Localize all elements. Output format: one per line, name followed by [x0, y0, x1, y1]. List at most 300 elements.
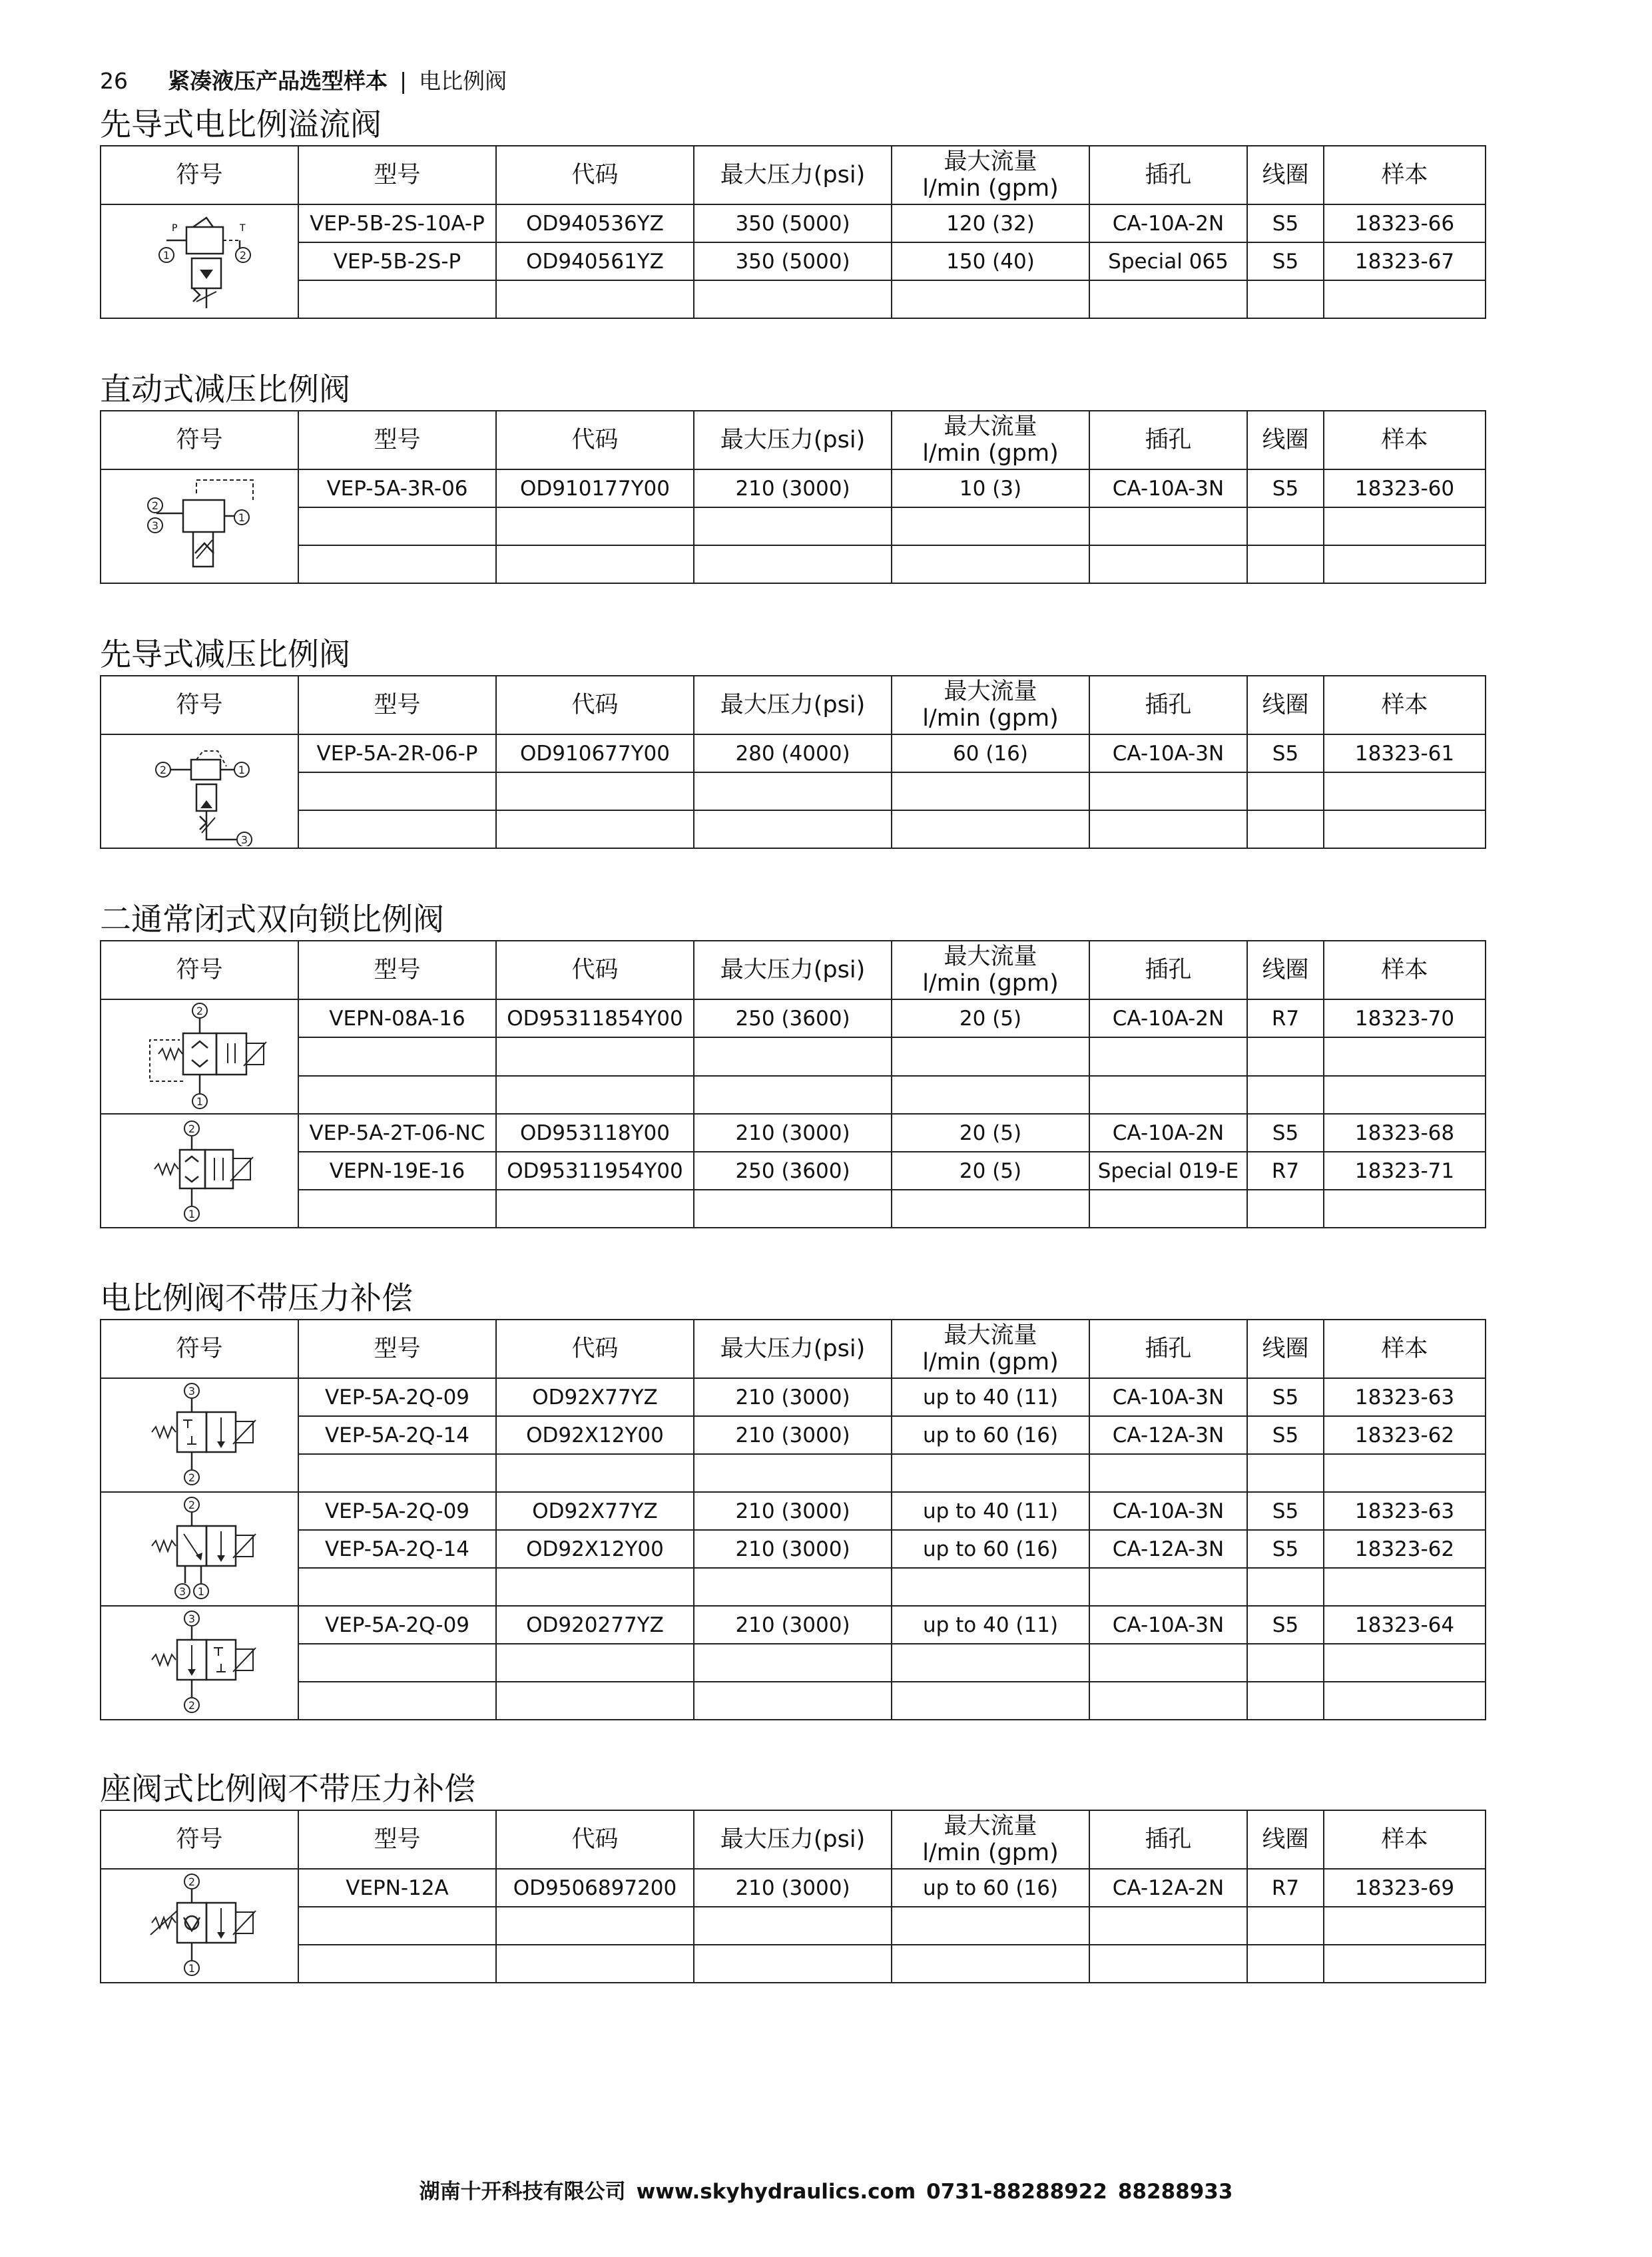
col-header-max-flow-title: 最大流量	[944, 678, 1037, 705]
col-header-c4: 最大压力(psi)	[694, 1320, 892, 1378]
cell-max-pressure: 210 (3000)	[694, 1114, 892, 1152]
col-header-c7: 线圈	[1247, 941, 1324, 999]
cell-cavity	[1089, 1644, 1247, 1682]
table-row	[101, 469, 1486, 507]
cell-cavity	[1089, 1037, 1247, 1075]
cell-max-flow: 20 (5)	[892, 999, 1089, 1037]
cell-max-pressure: 210 (3000)	[694, 1492, 892, 1530]
pilot-reducing-symbol	[101, 734, 298, 848]
cell-code: OD910177Y00	[496, 469, 694, 507]
svg-text:2: 2	[159, 764, 166, 776]
spec-table	[100, 1319, 1486, 1720]
cell-model: VEP-5A-2Q-09	[298, 1378, 496, 1416]
cell-catalog-number: 18323-70	[1324, 999, 1486, 1037]
col-header-c4: 最大压力(psi)	[694, 676, 892, 734]
cell-code	[496, 1945, 694, 1983]
cell-cavity: CA-10A-2N	[1089, 1114, 1247, 1152]
direct-reducing-symbol	[101, 469, 298, 583]
col-header-c2: 型号	[298, 676, 496, 734]
cell-cavity	[1089, 1076, 1247, 1114]
cell-cavity	[1089, 1682, 1247, 1720]
cell-max-flow	[892, 1907, 1089, 1945]
table-row	[101, 204, 1486, 242]
cell-catalog-number	[1324, 1907, 1486, 1945]
cell-code	[496, 772, 694, 810]
cell-catalog-number	[1324, 1037, 1486, 1075]
cell-model	[298, 1644, 496, 1682]
col-header-max-flow-title: 最大流量	[944, 943, 1037, 970]
cell-max-pressure	[694, 1682, 892, 1720]
cell-model	[298, 772, 496, 810]
cell-coil	[1247, 1076, 1324, 1114]
cell-model	[298, 1076, 496, 1114]
cell-model	[298, 1037, 496, 1075]
cell-model: VEP-5A-2T-06-NC	[298, 1114, 496, 1152]
cell-catalog-number	[1324, 1190, 1486, 1228]
col-header-c4: 最大压力(psi)	[694, 1810, 892, 1869]
cell-catalog-number	[1324, 1682, 1486, 1720]
cell-code	[496, 1037, 694, 1075]
cell-coil: S5	[1247, 242, 1324, 280]
cell-model: VEP-5B-2S-10A-P	[298, 204, 496, 242]
table-row	[101, 1869, 1486, 1907]
col-header-c7: 线圈	[1247, 676, 1324, 734]
col-header-c1: 符号	[101, 941, 298, 999]
cell-code: OD92X77YZ	[496, 1378, 694, 1416]
cell-catalog-number: 18323-61	[1324, 734, 1486, 772]
col-header-max-flow-title: 最大流量	[944, 1322, 1037, 1349]
cell-coil: S5	[1247, 734, 1324, 772]
cell-max-flow	[892, 1568, 1089, 1606]
cell-coil	[1247, 1907, 1324, 1945]
table-row	[101, 772, 1486, 810]
col-header-c3: 代码	[496, 1320, 694, 1378]
col-header-max-flow-unit: l/min (gpm)	[922, 175, 1059, 202]
col-header-max-flow-unit: l/min (gpm)	[922, 440, 1059, 467]
pilot-relief-symbol	[101, 204, 298, 318]
col-header-max-flow-title: 最大流量	[944, 1813, 1037, 1840]
cell-model: VEP-5A-2Q-09	[298, 1492, 496, 1530]
col-header-c3: 代码	[496, 411, 694, 469]
cell-max-pressure	[694, 1907, 892, 1945]
col-header-c8: 样本	[1324, 1320, 1486, 1378]
table-row	[101, 1152, 1486, 1190]
table-row	[101, 1945, 1486, 1983]
cell-max-pressure	[694, 1644, 892, 1682]
col-header-max-flow-title: 最大流量	[944, 413, 1037, 440]
cell-code	[496, 1454, 694, 1492]
cell-catalog-number	[1324, 1945, 1486, 1983]
spec-table	[100, 1810, 1486, 1983]
col-header-c8: 样本	[1324, 676, 1486, 734]
col-header-max-flow-unit: l/min (gpm)	[922, 1349, 1059, 1376]
svg-text:2: 2	[188, 1699, 195, 1712]
col-header-c6: 插孔	[1089, 941, 1247, 999]
cell-max-flow: up to 60 (16)	[892, 1530, 1089, 1568]
cell-cavity	[1089, 545, 1247, 583]
cell-model	[298, 507, 496, 545]
svg-text:2: 2	[239, 248, 246, 262]
footer-phone-1: 0731-88288922	[926, 2180, 1107, 2204]
cell-code: OD92X77YZ	[496, 1492, 694, 1530]
svg-text:3: 3	[240, 834, 248, 846]
col-header-c3: 代码	[496, 1810, 694, 1869]
col-header-c6: 插孔	[1089, 411, 1247, 469]
cell-max-flow	[892, 1076, 1089, 1114]
cell-max-flow	[892, 1682, 1089, 1720]
section-title: 直动式减压比例阀	[100, 372, 350, 408]
cell-catalog-number	[1324, 1568, 1486, 1606]
cell-max-pressure: 210 (3000)	[694, 1606, 892, 1644]
table-row	[101, 999, 1486, 1037]
two-way-lock-symbol-b	[101, 1114, 298, 1228]
cell-code	[496, 1644, 694, 1682]
cell-catalog-number: 18323-62	[1324, 1530, 1486, 1568]
col-header-c2: 型号	[298, 1320, 496, 1378]
cell-coil: S5	[1247, 1114, 1324, 1152]
cell-model: VEP-5A-3R-06	[298, 469, 496, 507]
svg-text:3: 3	[151, 519, 158, 532]
cell-model	[298, 810, 496, 848]
col-header-c7: 线圈	[1247, 146, 1324, 204]
cell-max-pressure: 350 (5000)	[694, 204, 892, 242]
cell-max-flow	[892, 772, 1089, 810]
cell-coil: S5	[1247, 1492, 1324, 1530]
cell-code: OD92X12Y00	[496, 1530, 694, 1568]
section-title: 二通常闭式双向锁比例阀	[100, 901, 444, 938]
cell-max-pressure: 350 (5000)	[694, 242, 892, 280]
cell-coil: R7	[1247, 1869, 1324, 1907]
cell-coil	[1247, 1454, 1324, 1492]
cell-catalog-number: 18323-69	[1324, 1869, 1486, 1907]
cell-catalog-number	[1324, 507, 1486, 545]
cell-code	[496, 810, 694, 848]
cell-coil	[1247, 1682, 1324, 1720]
cell-max-pressure	[694, 545, 892, 583]
cell-max-flow: 10 (3)	[892, 469, 1089, 507]
cell-cavity	[1089, 1907, 1247, 1945]
cell-coil	[1247, 1644, 1324, 1682]
cell-catalog-number	[1324, 280, 1486, 318]
col-header-max-flow-title: 最大流量	[944, 148, 1037, 175]
cell-max-flow: up to 40 (11)	[892, 1378, 1089, 1416]
col-header-c8: 样本	[1324, 941, 1486, 999]
col-header-max-flow	[892, 676, 1089, 734]
footer-phone-2: 88288933	[1117, 2180, 1233, 2204]
cell-cavity: CA-12A-3N	[1089, 1416, 1247, 1454]
cell-model	[298, 1454, 496, 1492]
col-header-c7: 线圈	[1247, 411, 1324, 469]
cell-coil	[1247, 1568, 1324, 1606]
cell-catalog-number: 18323-71	[1324, 1152, 1486, 1190]
cell-coil	[1247, 1037, 1324, 1075]
table-row	[101, 1568, 1486, 1606]
table-row	[101, 1530, 1486, 1568]
svg-text:1: 1	[197, 1585, 204, 1598]
cell-model: VEP-5A-2Q-14	[298, 1530, 496, 1568]
col-header-max-flow-unit: l/min (gpm)	[922, 705, 1059, 732]
table-row	[101, 1682, 1486, 1720]
cell-catalog-number	[1324, 810, 1486, 848]
col-header-c4: 最大压力(psi)	[694, 941, 892, 999]
cell-model: VEP-5A-2R-06-P	[298, 734, 496, 772]
footer-website: www.skyhydraulics.com	[636, 2180, 916, 2204]
col-header-c4: 最大压力(psi)	[694, 411, 892, 469]
cell-max-flow	[892, 810, 1089, 848]
col-header-c1: 符号	[101, 411, 298, 469]
page-number: 26	[100, 68, 128, 94]
cell-max-pressure	[694, 1945, 892, 1983]
col-header-c8: 样本	[1324, 1810, 1486, 1869]
section-title: 先导式减压比例阀	[100, 636, 350, 673]
col-header-max-flow-unit: l/min (gpm)	[922, 970, 1059, 997]
cell-model	[298, 1907, 496, 1945]
cell-catalog-number: 18323-60	[1324, 469, 1486, 507]
cell-max-flow: 20 (5)	[892, 1114, 1089, 1152]
col-header-c1: 符号	[101, 676, 298, 734]
table-row	[101, 507, 1486, 545]
cell-catalog-number	[1324, 1454, 1486, 1492]
svg-text:1: 1	[196, 1095, 203, 1108]
table-row	[101, 1037, 1486, 1075]
prop-valve-symbol-b	[101, 1492, 298, 1606]
prop-valve-symbol-a	[101, 1378, 298, 1492]
cell-code: OD920277YZ	[496, 1606, 694, 1644]
svg-text:1: 1	[162, 248, 170, 262]
table-header-row	[101, 941, 1486, 999]
col-header-c1: 符号	[101, 146, 298, 204]
cell-code: OD95311954Y00	[496, 1152, 694, 1190]
table-row	[101, 1454, 1486, 1492]
col-header-c2: 型号	[298, 1810, 496, 1869]
cell-max-flow: up to 60 (16)	[892, 1416, 1089, 1454]
cell-code	[496, 545, 694, 583]
cell-model: VEP-5A-2Q-09	[298, 1606, 496, 1644]
svg-text:3: 3	[188, 1613, 195, 1625]
cell-max-pressure: 250 (3600)	[694, 1152, 892, 1190]
col-header-max-flow	[892, 941, 1089, 999]
cell-max-flow: 20 (5)	[892, 1152, 1089, 1190]
cell-coil	[1247, 810, 1324, 848]
table-row	[101, 734, 1486, 772]
cell-model	[298, 280, 496, 318]
cell-max-pressure	[694, 280, 892, 318]
cell-cavity	[1089, 280, 1247, 318]
table-row	[101, 545, 1486, 583]
table-row	[101, 810, 1486, 848]
header-separator: |	[400, 68, 408, 94]
cell-catalog-number: 18323-62	[1324, 1416, 1486, 1454]
cell-max-pressure	[694, 1454, 892, 1492]
cell-coil	[1247, 545, 1324, 583]
cell-cavity	[1089, 1568, 1247, 1606]
table-header-row	[101, 676, 1486, 734]
cell-model: VEP-5B-2S-P	[298, 242, 496, 280]
cell-code	[496, 507, 694, 545]
col-header-c6: 插孔	[1089, 676, 1247, 734]
col-header-c6: 插孔	[1089, 1810, 1247, 1869]
cell-model: VEPN-12A	[298, 1869, 496, 1907]
prop-valve-symbol-c	[101, 1606, 298, 1720]
col-header-c6: 插孔	[1089, 146, 1247, 204]
cell-max-pressure: 210 (3000)	[694, 1869, 892, 1907]
col-header-c3: 代码	[496, 146, 694, 204]
svg-text:2: 2	[188, 1471, 195, 1484]
cell-max-pressure: 210 (3000)	[694, 1378, 892, 1416]
cell-coil: S5	[1247, 1416, 1324, 1454]
page-footer	[0, 2174, 1652, 2204]
cell-cavity: CA-10A-3N	[1089, 1492, 1247, 1530]
section-title: 先导式电比例溢流阀	[100, 107, 382, 143]
cell-catalog-number: 18323-64	[1324, 1606, 1486, 1644]
cell-code	[496, 1907, 694, 1945]
cell-coil: S5	[1247, 1606, 1324, 1644]
cell-coil	[1247, 507, 1324, 545]
cell-coil	[1247, 1945, 1324, 1983]
cell-max-flow	[892, 1037, 1089, 1075]
cell-catalog-number: 18323-63	[1324, 1492, 1486, 1530]
cell-cavity	[1089, 772, 1247, 810]
cell-code: OD910677Y00	[496, 734, 694, 772]
cell-code	[496, 1190, 694, 1228]
col-header-c7: 线圈	[1247, 1810, 1324, 1869]
cell-max-pressure: 210 (3000)	[694, 1416, 892, 1454]
cell-max-pressure	[694, 772, 892, 810]
cell-max-pressure: 210 (3000)	[694, 469, 892, 507]
table-row	[101, 1190, 1486, 1228]
cell-cavity: Special 019-E	[1089, 1152, 1247, 1190]
table-row	[101, 1644, 1486, 1682]
cell-code: OD940561YZ	[496, 242, 694, 280]
cell-cavity	[1089, 1945, 1247, 1983]
cell-model	[298, 1568, 496, 1606]
table-row	[101, 1076, 1486, 1114]
cell-max-flow	[892, 545, 1089, 583]
cell-max-pressure: 280 (4000)	[694, 734, 892, 772]
catalog-subtitle: 电比例阀	[419, 68, 507, 94]
table-header-row	[101, 1320, 1486, 1378]
cell-cavity: Special 065	[1089, 242, 1247, 280]
cell-max-flow: up to 60 (16)	[892, 1869, 1089, 1907]
cell-max-flow: up to 40 (11)	[892, 1606, 1089, 1644]
cell-cavity: CA-10A-3N	[1089, 469, 1247, 507]
svg-text:T: T	[239, 222, 246, 234]
svg-text:2: 2	[196, 1005, 203, 1017]
cell-max-pressure	[694, 1190, 892, 1228]
cell-coil: S5	[1247, 1378, 1324, 1416]
cell-max-flow: 150 (40)	[892, 242, 1089, 280]
cell-max-pressure	[694, 810, 892, 848]
col-header-c2: 型号	[298, 411, 496, 469]
cell-coil	[1247, 1190, 1324, 1228]
col-header-c2: 型号	[298, 941, 496, 999]
table-row	[101, 1606, 1486, 1644]
svg-text:1: 1	[188, 1207, 195, 1220]
cell-max-flow	[892, 1454, 1089, 1492]
col-header-c3: 代码	[496, 941, 694, 999]
cell-max-flow: up to 40 (11)	[892, 1492, 1089, 1530]
cell-max-flow	[892, 507, 1089, 545]
svg-text:3: 3	[178, 1585, 186, 1598]
cell-model	[298, 1682, 496, 1720]
cell-code: OD95311854Y00	[496, 999, 694, 1037]
cell-catalog-number: 18323-66	[1324, 204, 1486, 242]
cell-max-flow	[892, 1644, 1089, 1682]
cell-model	[298, 1945, 496, 1983]
col-header-c3: 代码	[496, 676, 694, 734]
cell-catalog-number: 18323-68	[1324, 1114, 1486, 1152]
svg-text:2: 2	[188, 1876, 195, 1888]
section-title: 座阀式比例阀不带压力补偿	[100, 1771, 475, 1808]
cell-code	[496, 1682, 694, 1720]
cell-coil: R7	[1247, 1152, 1324, 1190]
table-row	[101, 1416, 1486, 1454]
svg-text:1: 1	[238, 511, 245, 524]
cell-code	[496, 280, 694, 318]
cell-model: VEPN-08A-16	[298, 999, 496, 1037]
cell-code: OD92X12Y00	[496, 1416, 694, 1454]
table-row	[101, 242, 1486, 280]
col-header-c8: 样本	[1324, 411, 1486, 469]
poppet-valve-symbol	[101, 1869, 298, 1983]
cell-cavity: CA-10A-3N	[1089, 1606, 1247, 1644]
cell-catalog-number	[1324, 545, 1486, 583]
cell-catalog-number: 18323-63	[1324, 1378, 1486, 1416]
table-row	[101, 1492, 1486, 1530]
table-header-row	[101, 411, 1486, 469]
table-row	[101, 1907, 1486, 1945]
cell-cavity: CA-10A-3N	[1089, 734, 1247, 772]
cell-max-pressure	[694, 1076, 892, 1114]
cell-max-flow	[892, 1945, 1089, 1983]
cell-model	[298, 1190, 496, 1228]
col-header-c6: 插孔	[1089, 1320, 1247, 1378]
table-row	[101, 1114, 1486, 1152]
col-header-max-flow-unit: l/min (gpm)	[922, 1840, 1059, 1866]
svg-text:2: 2	[151, 499, 158, 512]
cell-model: VEP-5A-2Q-14	[298, 1416, 496, 1454]
svg-text:1: 1	[238, 764, 245, 776]
cell-code	[496, 1076, 694, 1114]
cell-cavity	[1089, 810, 1247, 848]
col-header-c8: 样本	[1324, 146, 1486, 204]
cell-coil	[1247, 772, 1324, 810]
table-header-row	[101, 1810, 1486, 1869]
table-row	[101, 1378, 1486, 1416]
cell-cavity	[1089, 1454, 1247, 1492]
cell-max-pressure: 210 (3000)	[694, 1530, 892, 1568]
cell-cavity: CA-10A-3N	[1089, 1378, 1247, 1416]
cell-code: OD940536YZ	[496, 204, 694, 242]
svg-text:P: P	[171, 222, 177, 234]
col-header-c2: 型号	[298, 146, 496, 204]
cell-coil: S5	[1247, 1530, 1324, 1568]
cell-max-flow	[892, 1190, 1089, 1228]
cell-cavity	[1089, 1190, 1247, 1228]
col-header-max-flow	[892, 411, 1089, 469]
cell-max-flow: 120 (32)	[892, 204, 1089, 242]
cell-catalog-number: 18323-67	[1324, 242, 1486, 280]
catalog-title: 紧凑液压产品选型样本	[168, 68, 388, 94]
col-header-c7: 线圈	[1247, 1320, 1324, 1378]
col-header-c1: 符号	[101, 1810, 298, 1869]
col-header-c4: 最大压力(psi)	[694, 146, 892, 204]
cell-code	[496, 1568, 694, 1606]
cell-cavity: CA-10A-2N	[1089, 204, 1247, 242]
page-header	[100, 64, 507, 95]
spec-table	[100, 145, 1486, 319]
cell-model	[298, 545, 496, 583]
